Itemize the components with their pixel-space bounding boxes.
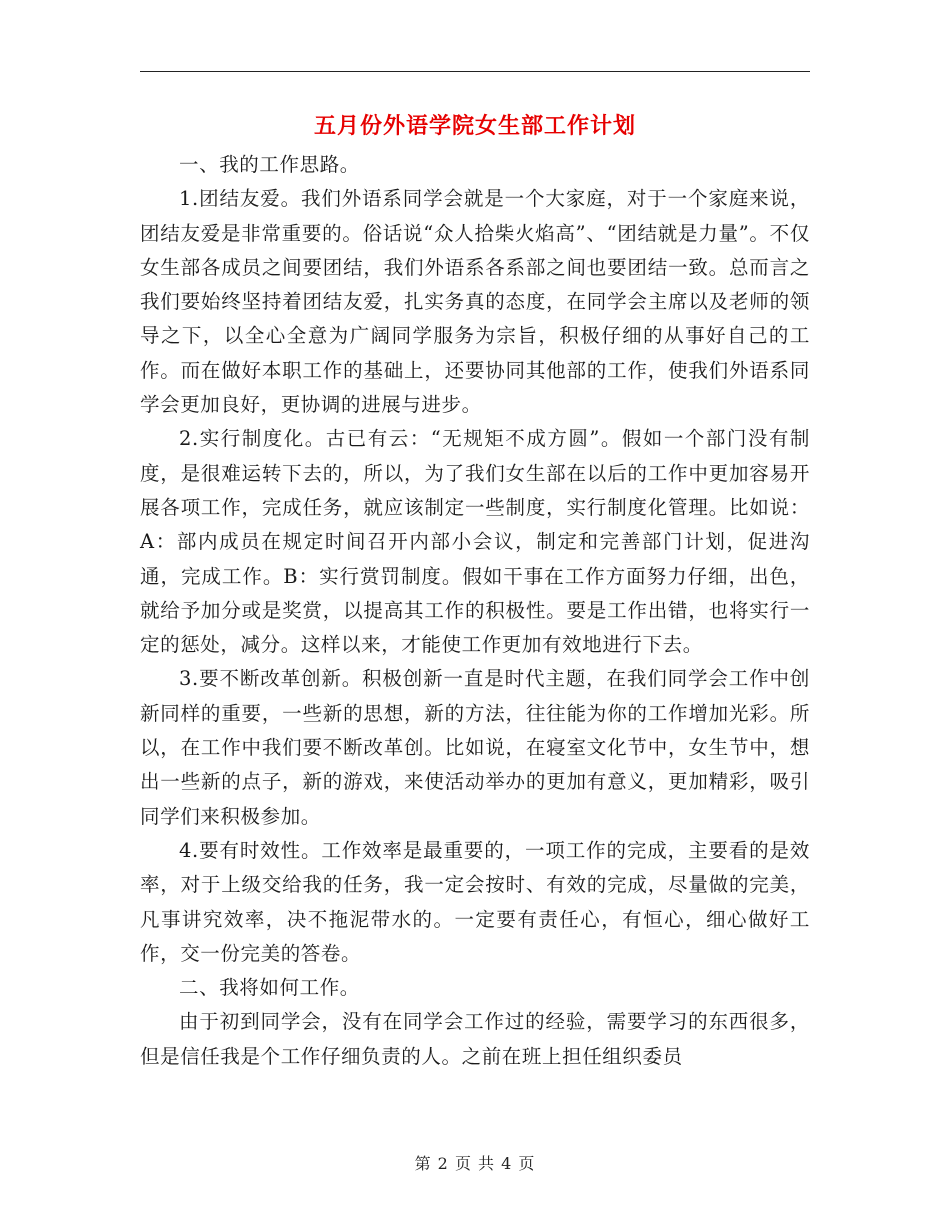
document-title: 五月份外语学院女生部工作计划 — [313, 113, 636, 139]
paragraph-innovation: 3.要不断改革创新。积极创新一直是时代主题，在我们同学会工作中创新同样的重要，一些新的思想，新的方法，往往能为你的工作增加光彩。所以，在工作中我们要不断改革创。比如说，在寝室文化节中，女生节中，想出一些新的点子，新的游戏，来使活动举办的更加有意义，更加精彩，吸引同学们来积极参加。 — [140, 667, 810, 828]
paragraph-unity: 1.团结友爱。我们外语系同学会就是一个大家庭，对于一个家庭来说，团结友爱是非常重要的。俗话说“众人拾柴火焰高”、“团结就是力量”。不仅女生部各成员之间要团结，我们外语系各系部之间也要团结一致。总而言之我们要始终坚持着团结友爱，扎实务真的态度，在同学会主席以及老师的领导之下，以全心全意为广阔同学服务为宗旨，积极仔细的从事好自己的工作。而在做好本职工作的基础上，还要协同其他部的工作，使我们外语系同学会更加良好，更协调的进展与进步。 — [140, 187, 810, 417]
page-footer: 第 2 页 共 4 页 — [414, 1154, 536, 1173]
paragraph-institutionalization: 2.实行制度化。古已有云：“无规矩不成方圆”。假如一个部门没有制度，是很难运转下去的，所以，为了我们女生部在以后的工作中更加容易开展各项工作，完成任务，就应该制定一些制度，实行制度化管理。比如说：A：部内成员在规定时间召开内部小会议，制定和完善部门计划，促进沟通，完成工作。B：实行赏罚制度。假如干事在工作方面努力仔细，出色，就给予加分或是奖赏，以提高其工作的积极性。要是工作出错，也将实行一定的惩处，减分。这样以来，才能使工作更加有效地进行下去。 — [140, 427, 810, 657]
paragraph-how-to-work: 由于初到同学会，没有在同学会工作过的经验，需要学习的东西很多，但是信任我是个工作仔细负责的人。之前在班上担任组织委员 — [140, 1010, 810, 1068]
document-body — [140, 148, 810, 1074]
paragraph-section-2-heading: 二、我将如何工作。 — [179, 976, 360, 1000]
paragraph-section-1-heading: 一、我的工作思路。 — [179, 153, 360, 176]
paragraph-timeliness: 4.要有时效性。工作效率是最重要的，一项工作的完成，主要看的是效率，对于上级交给我的任务，我一定会按时、有效的完成，尽量做的完美，凡事讲究效率，决不拖泥带水的。一定要有责任心，有恒心，细心做好工作，交一份完美的答卷。 — [140, 838, 810, 965]
header-rule — [140, 71, 810, 72]
